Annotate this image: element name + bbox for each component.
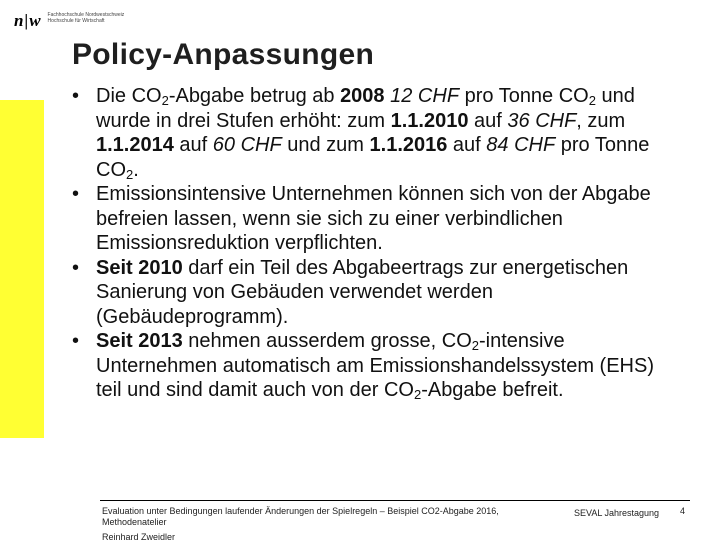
bullet-list — [72, 84, 672, 403]
accent-bar — [0, 100, 44, 438]
logo-text: Fachhochschule Nordwestschweiz Hochschule für Wirtschaft — [47, 12, 125, 24]
slide-title: Policy-Anpassungen — [72, 38, 375, 71]
bullet-co2-levy: • Die $CO_2$-Abgabe betrug ab 2008 12 CHF pro Tonne $CO_2$ und wurde in drei Stufen erhöht: zum 1.1.2010 auf 36 CHF, zum 1.1.2014 auf 60 CHF und zum 1.1.2016 auf 84 CHF pro Tonne $CO_2$. — [72, 84, 672, 182]
bullet-building-programme: • Seit 2010 darf ein Teil des Abgabeertrags zur energetischen Sanierung von Gebäuden verwendet werden (Gebäudeprogramm). — [72, 256, 672, 330]
bullet-emissions-trading: • Seit 2013 nehmen ausserdem grosse, $CO_2$-intensive Unternehmen automatisch am Emissionshandelssystem (EHS) teil und sind damit auch von der $CO_2$-Abgabe befreit. — [72, 329, 672, 403]
footer-text: Evaluation unter Bedingungen laufender Änderungen der Spielregeln – Beispiel CO2-Abgabe 2016, Methodenatelier — [102, 506, 499, 527]
footer-divider — [100, 500, 690, 501]
bullet-emission-exemption: • Emissionsintensive Unternehmen können sich von der Abgabe befreien lassen, wenn sie sich zu einer verbindlichen Emissionsreduktion verpflichten. — [72, 182, 672, 256]
footer-org: SEVAL Jahrestagung — [574, 508, 660, 518]
footer-author: Reinhard Zweidler — [102, 532, 176, 542]
logo — [14, 12, 128, 30]
logo-mark: n|w — [14, 11, 42, 30]
page-number: 4 — [680, 506, 686, 516]
